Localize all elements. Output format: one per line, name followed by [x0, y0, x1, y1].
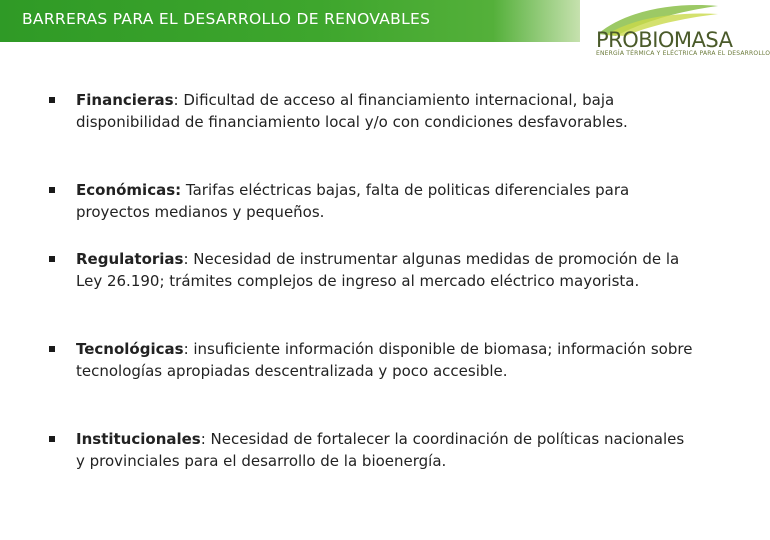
list-item-text [76, 90, 696, 133]
logo-tagline: ENERGÍA TÉRMICA Y ELÉCTRICA PARA EL DESARROLLO [596, 50, 770, 57]
item-description: : insuficiente información disponible de biomasa; información sobre tecnologías apropiadas descentralizada y poco accesible. [76, 340, 693, 380]
page-title: BARRERAS PARA EL DESARROLLO DE RENOVABLES [22, 10, 431, 28]
probiomasa-logo [590, 0, 770, 60]
square-bullet-icon [49, 256, 55, 262]
item-term: Institucionales [76, 430, 201, 448]
square-bullet-icon [49, 436, 55, 442]
item-description: : Necesidad de fortalecer la coordinación de políticas nacionales y provinciales para el desarrollo de la bioenergía. [76, 430, 685, 470]
item-term: Regulatorias [76, 250, 184, 268]
list-item-text [76, 180, 696, 223]
item-term: Financieras [76, 91, 174, 109]
title-bar [0, 0, 580, 42]
item-description: : Necesidad de instrumentar algunas medidas de promoción de la Ley 26.190; trámites complejos de ingreso al mercado eléctrico mayorista. [76, 250, 680, 290]
item-term: Tecnológicas [76, 340, 184, 358]
list-item-text [76, 429, 696, 472]
list-item-text [76, 249, 696, 292]
item-description: : Dificultad de acceso al financiamiento internacional, baja disponibilidad de financiamiento local y/o con condiciones desfavorables. [76, 91, 628, 131]
logo-brand-text: PROBIOMASA [596, 28, 733, 52]
list-item-text [76, 339, 696, 382]
item-term: Económicas: [76, 181, 182, 199]
item-description: Tarifas eléctricas bajas, falta de politicas diferenciales para proyectos medianos y pequeños. [76, 181, 630, 221]
square-bullet-icon [49, 346, 55, 352]
square-bullet-icon [49, 97, 55, 103]
square-bullet-icon [49, 187, 55, 193]
